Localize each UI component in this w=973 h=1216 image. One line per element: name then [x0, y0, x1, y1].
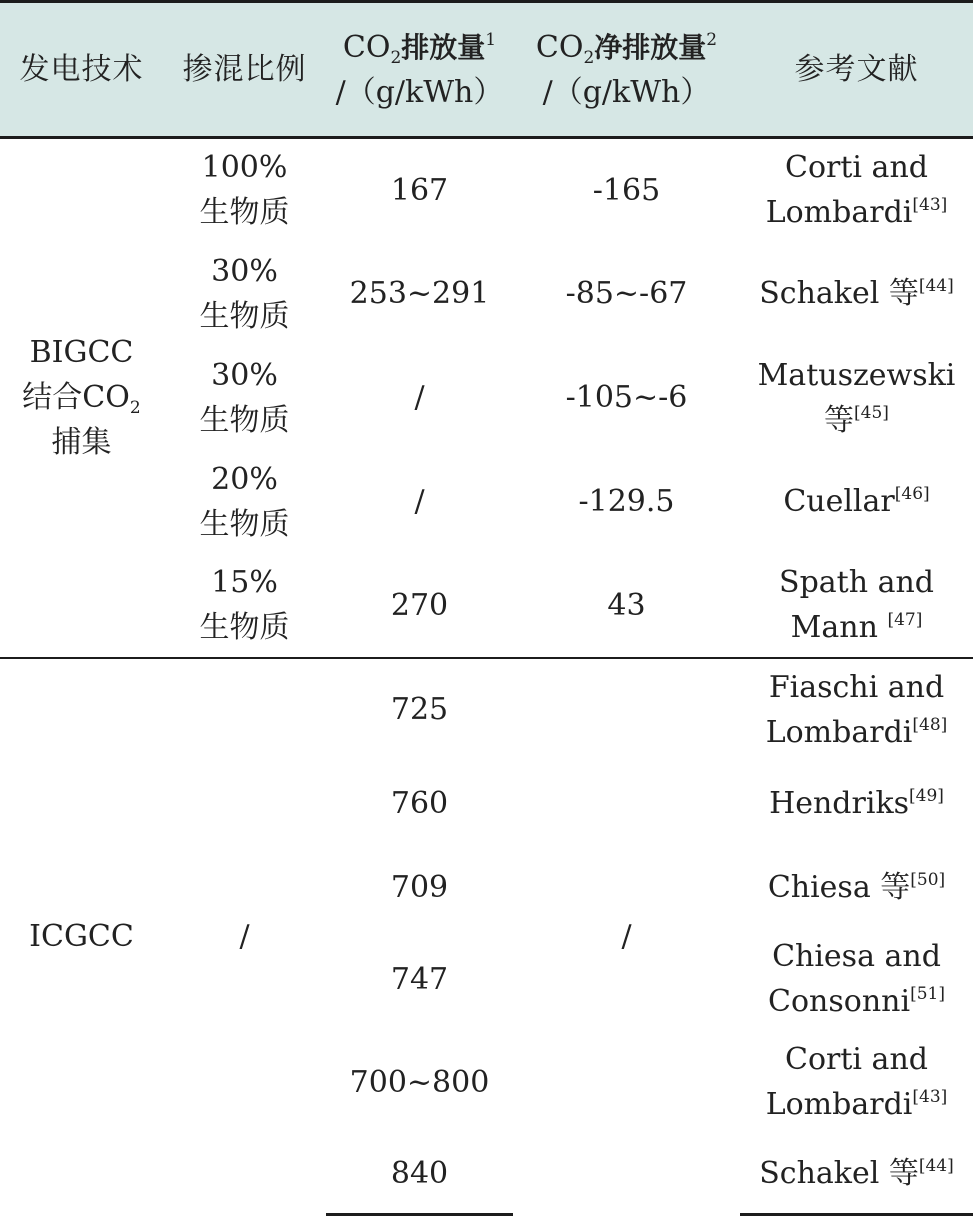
table-row: [0, 138, 973, 242]
ratio-text: 生物质: [199, 298, 290, 334]
ref-cell: [740, 346, 973, 450]
ref-cell: [740, 658, 973, 760]
co2-cell: 253~291: [349, 276, 490, 312]
ref-sup: [48]: [912, 714, 948, 735]
ref-line2: [740, 479, 973, 524]
ratio-cell: [163, 554, 326, 658]
ref-cell: [740, 242, 973, 346]
ref-line2: [740, 1151, 973, 1196]
co2-cell: 747: [390, 961, 449, 997]
ref-text: Consonni: [768, 984, 911, 1020]
ref-line1: Spath and: [779, 565, 934, 601]
header-reference: 参考文献: [740, 2, 973, 138]
ref-cell: [740, 928, 973, 1030]
ref-line1: Matuszewski: [757, 357, 956, 393]
tech-bigcc-line3: 捕集: [51, 425, 112, 461]
ref-cell: [740, 138, 973, 242]
co2-cell: /: [414, 484, 425, 520]
ratio-cell: [163, 242, 326, 346]
tech-bigcc-sub: 2: [129, 398, 141, 419]
ref-text: Lombardi: [765, 1087, 913, 1123]
ref-sup: [46]: [894, 484, 930, 505]
header-co2-label: 排放量: [401, 30, 486, 64]
header-co2-emission: [326, 2, 513, 138]
ref-cell: [740, 554, 973, 658]
ratio-cell: [163, 450, 326, 554]
ref-cell: [740, 450, 973, 554]
table-body: [0, 138, 973, 1215]
header-net-sub: 2: [583, 47, 595, 68]
header-co2-sup: 1: [485, 29, 497, 50]
tech-cell-icgcc: ICGCC: [0, 658, 163, 1215]
ref-line2: [740, 1082, 973, 1127]
ref-cell: [740, 1134, 973, 1214]
ref-sup: [49]: [909, 785, 944, 806]
ref-line2: [740, 710, 973, 755]
ref-sup: [44]: [918, 276, 954, 297]
net-cell: -165: [592, 172, 661, 208]
co2-cell: 709: [390, 869, 449, 905]
ref-line1: Fiaschi and: [768, 669, 945, 705]
header-net-emission: [513, 2, 740, 138]
ratio-text: 生物质: [199, 402, 290, 438]
ratio-pct: 100%: [201, 150, 288, 186]
ref-sup: [47]: [887, 610, 923, 631]
ref-text: Lombardi: [765, 714, 913, 750]
ratio-pct: 15%: [211, 565, 278, 601]
ref-line2: [740, 781, 973, 826]
header-net-line1: [513, 25, 740, 70]
header-net-prefix: CO: [535, 29, 584, 65]
ref-cell: [740, 1030, 973, 1134]
co2-cell: 270: [390, 587, 449, 623]
ref-text: 等: [824, 402, 855, 438]
ref-sup: [44]: [918, 1156, 954, 1177]
header-co2-prefix: CO: [342, 29, 391, 65]
ratio-pct: 30%: [211, 253, 278, 289]
header-co2-line1: [326, 25, 513, 70]
ratio-pct: 20%: [211, 461, 278, 497]
ratio-cell: [163, 346, 326, 450]
net-cell: -129.5: [578, 484, 675, 520]
tech-bigcc-line2: [0, 375, 163, 420]
ref-text: Schakel 等: [759, 1156, 919, 1192]
ref-text: Lombardi: [765, 195, 913, 231]
ref-line2: [740, 605, 973, 650]
ref-text: Cuellar: [783, 484, 895, 520]
table-row: [0, 658, 973, 760]
header-net-sup: 2: [706, 29, 718, 50]
ref-line1: Corti and: [785, 150, 928, 186]
net-cell: -105~-6: [565, 380, 688, 416]
ref-line2: [740, 271, 973, 316]
ratio-cell-icgcc: /: [163, 658, 326, 1215]
co2-cell: 840: [326, 1134, 513, 1214]
ref-cell: [740, 846, 973, 928]
tech-bigcc-line1: BIGCC: [29, 335, 134, 371]
ref-line2: [740, 190, 973, 235]
co2-cell: 167: [390, 172, 449, 208]
header-co2-unit: /（g/kWh）: [335, 74, 504, 110]
ref-sup: [43]: [912, 195, 948, 216]
ref-text: Hendriks: [769, 785, 910, 821]
ref-text: Schakel 等: [759, 276, 919, 312]
header-row: [0, 2, 973, 138]
ref-text: Mann: [790, 610, 888, 646]
ratio-text: 生物质: [199, 195, 290, 231]
co2-cell: 700~800: [349, 1064, 490, 1100]
header-net-unit: /（g/kWh）: [542, 74, 711, 110]
tech-bigcc-line2-text: 结合CO: [22, 380, 130, 416]
ratio-cell: [163, 138, 326, 242]
header-net-label: 净排放量: [594, 30, 707, 64]
ref-sup: [50]: [910, 869, 946, 890]
ref-sup: [51]: [910, 984, 945, 1005]
net-cell: 43: [607, 587, 646, 623]
ref-line2: [740, 865, 973, 910]
ref-line2: [740, 979, 973, 1024]
ref-sup: [45]: [854, 402, 889, 423]
ref-cell: [740, 760, 973, 846]
co2-cell: 760: [390, 785, 449, 821]
ratio-pct: 30%: [211, 357, 278, 393]
ref-line2: [740, 398, 973, 443]
net-cell: -85~-67: [565, 276, 688, 312]
ref-line1: Chiesa and: [772, 939, 941, 975]
header-co2-sub: 2: [390, 47, 402, 68]
co2-cell: 725: [326, 658, 513, 760]
ref-line1: Corti and: [785, 1042, 928, 1078]
ref-text: Chiesa 等: [767, 869, 911, 905]
ratio-text: 生物质: [199, 610, 290, 646]
ref-sup: [43]: [912, 1087, 948, 1108]
header-tech: 发电技术: [0, 2, 163, 138]
header-ratio: 掺混比例: [163, 2, 326, 138]
table-header: [0, 2, 973, 138]
ratio-text: 生物质: [199, 506, 290, 542]
tech-cell-bigcc: [0, 138, 163, 658]
co2-cell: /: [414, 380, 425, 416]
net-cell-icgcc: /: [513, 658, 740, 1215]
